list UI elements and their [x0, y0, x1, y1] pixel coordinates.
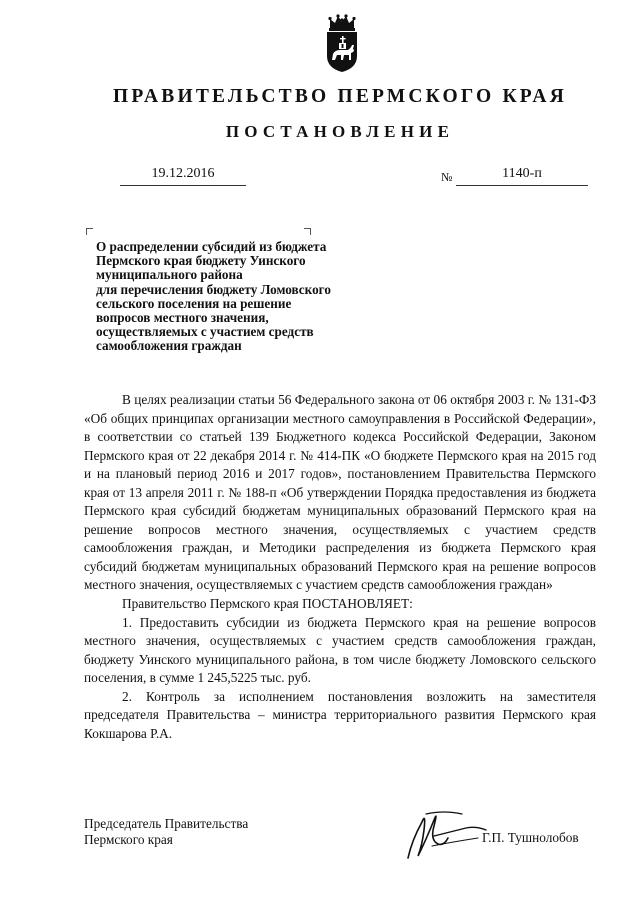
document-body: [84, 391, 596, 743]
subject-line: осуществляемых с участием средств: [96, 324, 314, 340]
subject-line: для перечисления бюджету Ломовского: [96, 281, 331, 297]
subject-corner-left: [86, 228, 93, 235]
document-type: ПОСТАНОВЛЕНИЕ: [225, 122, 455, 141]
item-1-paragraph: 1. Предоставить субсидии из бюджета Пермского края на решение вопросов местного значения, осуществляемых с участием средств самообложения граждан, бюджету Уинского муниципального района, в том числе бюджету Ломовского сельского поселения, в сумме 1 245,5225 тыс. руб.: [84, 614, 596, 686]
item-2-paragraph: 2. Контроль за исполнением постановления возложить на заместителя председателя Правительства – министра территориального развития Пермского края Кокшарова Р.А.: [84, 688, 596, 741]
signatory-position: [84, 816, 248, 848]
subject-line: сельского поселения на решение: [96, 295, 292, 311]
number-sign: №: [441, 170, 453, 184]
subject-corner-right: [304, 228, 311, 235]
subject-line: вопросов местного значения,: [96, 310, 269, 326]
signatory-name: Г.П. Тушнолобов: [482, 830, 579, 845]
preamble-paragraph: В целях реализации статьи 56 Федерального закона от 06 октября 2003 г. № 131-ФЗ «Об общих принципах организации местного самоуправления в Российской Федерации», в соответствии со статьей 139 Бюджетного кодекса Российской Федерации, Законом Пермского края от 22 декабря 2014 г. № 414-ПК «О бюджете Пермского края на 2015 год и на плановый период 2016 и 2017 годов», постановлением Правительства Пермского края от 13 апреля 2011 г. № 188-п «Об утверждении Порядка предоставления из бюджета Пермского края субсидий бюджетам муниципальных образований Пермского края на решение вопросов местного значения, осуществляемых с участием средств самообложения граждан, и Методики распределения из бюджета Пермского края субсидий бюджетам муниципальных образований Пермского края на решение вопросов местного значения, осуществляемых с участием средств самообложения граждан»: [84, 392, 596, 593]
document-subject: [96, 240, 416, 354]
document-number: 1140-п: [456, 166, 588, 186]
document-date: 19.12.2016: [120, 166, 246, 186]
signatory-position-line: Председатель Правительства: [84, 816, 249, 831]
subject-line: Пермского края бюджету Уинского: [96, 253, 306, 269]
signatory-position-line: Пермского края: [84, 832, 173, 847]
handwritten-signature: [404, 800, 492, 862]
perm-krai-coat-of-arms-icon: [322, 14, 362, 74]
government-title: ПРАВИТЕЛЬСТВО ПЕРМСКОГО КРАЯ: [113, 86, 567, 107]
subject-line: муниципального района: [96, 267, 243, 283]
subject-line: О распределении субсидий из бюджета: [96, 239, 327, 254]
resolves-paragraph: Правительство Пермского края ПОСТАНОВЛЯЕТ:: [122, 596, 413, 612]
subject-line: самообложения граждан: [96, 338, 242, 354]
